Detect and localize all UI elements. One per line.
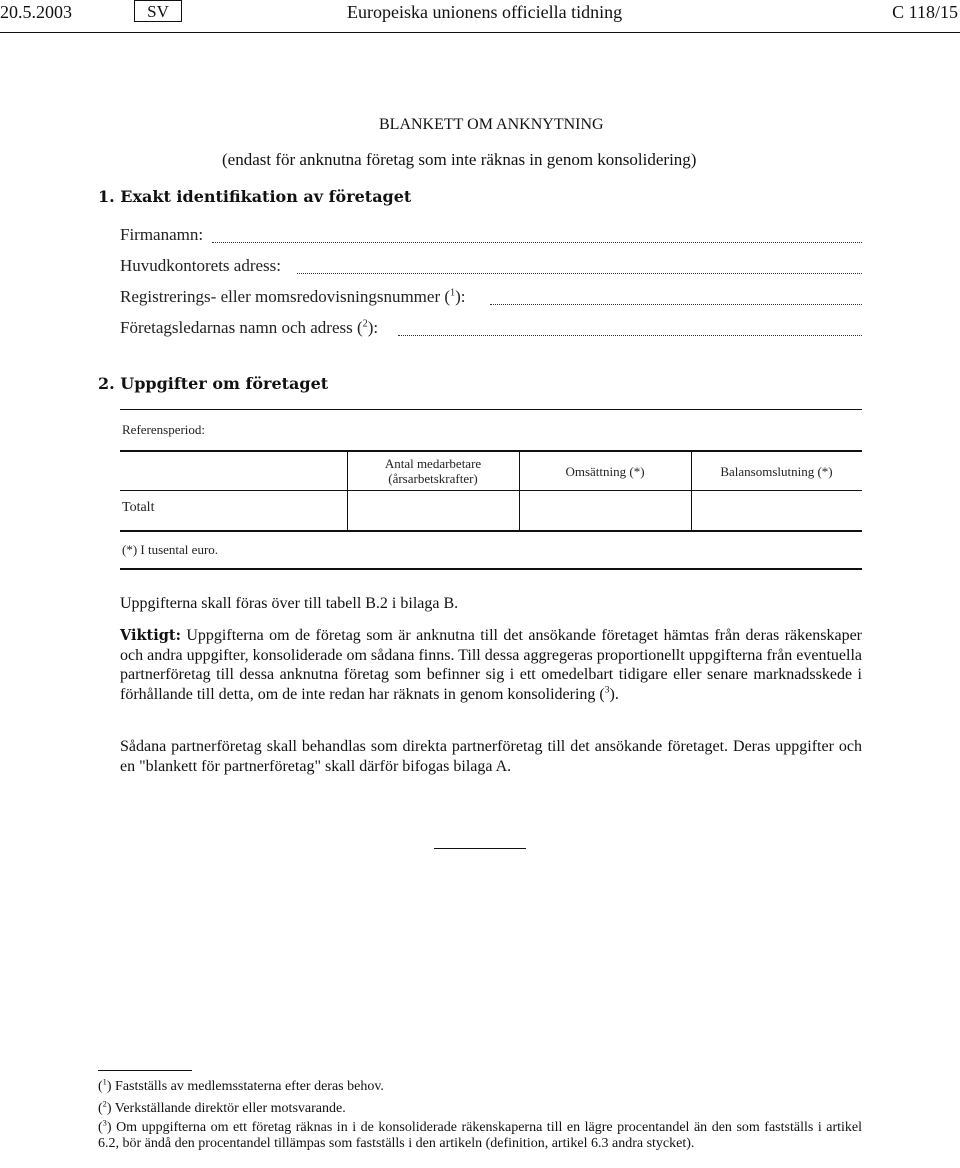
field-label-registration-number: Registrerings- eller momsredovisningsnummer ($^1$): xyxy=(120,287,466,306)
footnote-1: ($^1$) Fastställs av medlemsstaterna efter deras behov. xyxy=(98,1077,384,1094)
footnote-ref-2: 2 xyxy=(362,318,368,330)
table-note-rule xyxy=(120,568,862,570)
cell-total-balance-sheet[interactable] xyxy=(692,491,862,530)
section-1-heading: 1. Exakt identifikation av företaget xyxy=(98,187,412,206)
footnote-ref-1: 1 xyxy=(450,287,456,299)
end-separator xyxy=(434,848,526,849)
form-title: BLANKETT OM ANKNYTNING xyxy=(379,116,604,133)
footnote-ref-3: 3 xyxy=(604,684,610,696)
table-bottom-rule xyxy=(120,530,862,532)
col-header-employees: Antal medarbetare (årsarbetskrafter) xyxy=(384,456,482,486)
language-code: SV xyxy=(147,2,169,21)
cell-total-turnover[interactable] xyxy=(520,491,691,530)
cell-total-employees[interactable] xyxy=(348,491,519,530)
field-company-name-line[interactable] xyxy=(212,242,862,243)
field-managers-line[interactable] xyxy=(398,335,862,336)
form-subtitle: (endast för anknutna företag som inte räknas in genom konsolidering) xyxy=(222,150,697,169)
field-label-head-office-address: Huvudkontorets adress: xyxy=(120,256,282,275)
field-registration-number-line[interactable] xyxy=(490,304,862,305)
transfer-instruction: Uppgifterna skall föras över till tabell B.2 i bilaga B. xyxy=(120,595,459,612)
important-label: Viktigt: xyxy=(120,627,181,644)
row-label-total: Totalt xyxy=(122,500,155,515)
important-paragraph: Viktigt: Uppgifterna om de företag som är anknutna till det ansökande företaget hämtas från deras räkenskaper och andra uppgifter, konsoliderade om sådana finns. Till dessa aggregeras proportionellt uppgifterna från eventuella partnerföretag till dessa anknutna företag som befinner sig i ett omedelbart tidigare eller senare marknadsskede i förhållande till detta, om de inte redan har räknats in genom konsolidering ($^3$). xyxy=(120,627,862,703)
table-header-rule xyxy=(120,450,862,452)
footnote-2: ($^2$) Verkställande direktör eller motsvarande. xyxy=(98,1099,346,1116)
col-header-turnover: Omsättning (*) xyxy=(565,464,645,479)
publication-date: 20.5.2003 xyxy=(0,2,72,22)
col-header-balance-sheet: Balansomslutning (*) xyxy=(720,464,833,479)
field-label-managers: Företagsledarnas namn och adress ($^2$): xyxy=(120,318,379,337)
page-reference: C 118/15 xyxy=(892,2,958,22)
header-rule xyxy=(0,32,960,33)
table-top-rule xyxy=(120,409,862,410)
partner-paragraph: Sådana partnerföretag skall behandlas som direkta partnerföretag till det ansökande företaget. Deras uppgifter och en "blankett för partnerföretag" skall därför bifogas bilaga A. xyxy=(120,738,862,775)
footnote-separator xyxy=(98,1070,192,1071)
field-label-company-name: Firmanamn: xyxy=(120,225,204,244)
journal-title: Europeiska unionens officiella tidning xyxy=(347,2,623,22)
language-badge xyxy=(134,0,182,22)
table-note: (*) I tusental euro. xyxy=(122,542,219,557)
reference-period-label: Referensperiod: xyxy=(122,422,206,437)
footnote-3: ($^3$) Om uppgifterna om ett företag räknas in i de konsoliderade räkenskaperna till en lägre procentandel än den som fastställs i artikel 6.2, bör ändå den procentandel tillämpas som fastställs i den artikeln (definition, artikel 6.3 andra stycket). xyxy=(98,1118,862,1151)
field-head-office-address-line[interactable] xyxy=(297,273,862,274)
section-2-heading: 2. Uppgifter om företaget xyxy=(98,374,329,393)
